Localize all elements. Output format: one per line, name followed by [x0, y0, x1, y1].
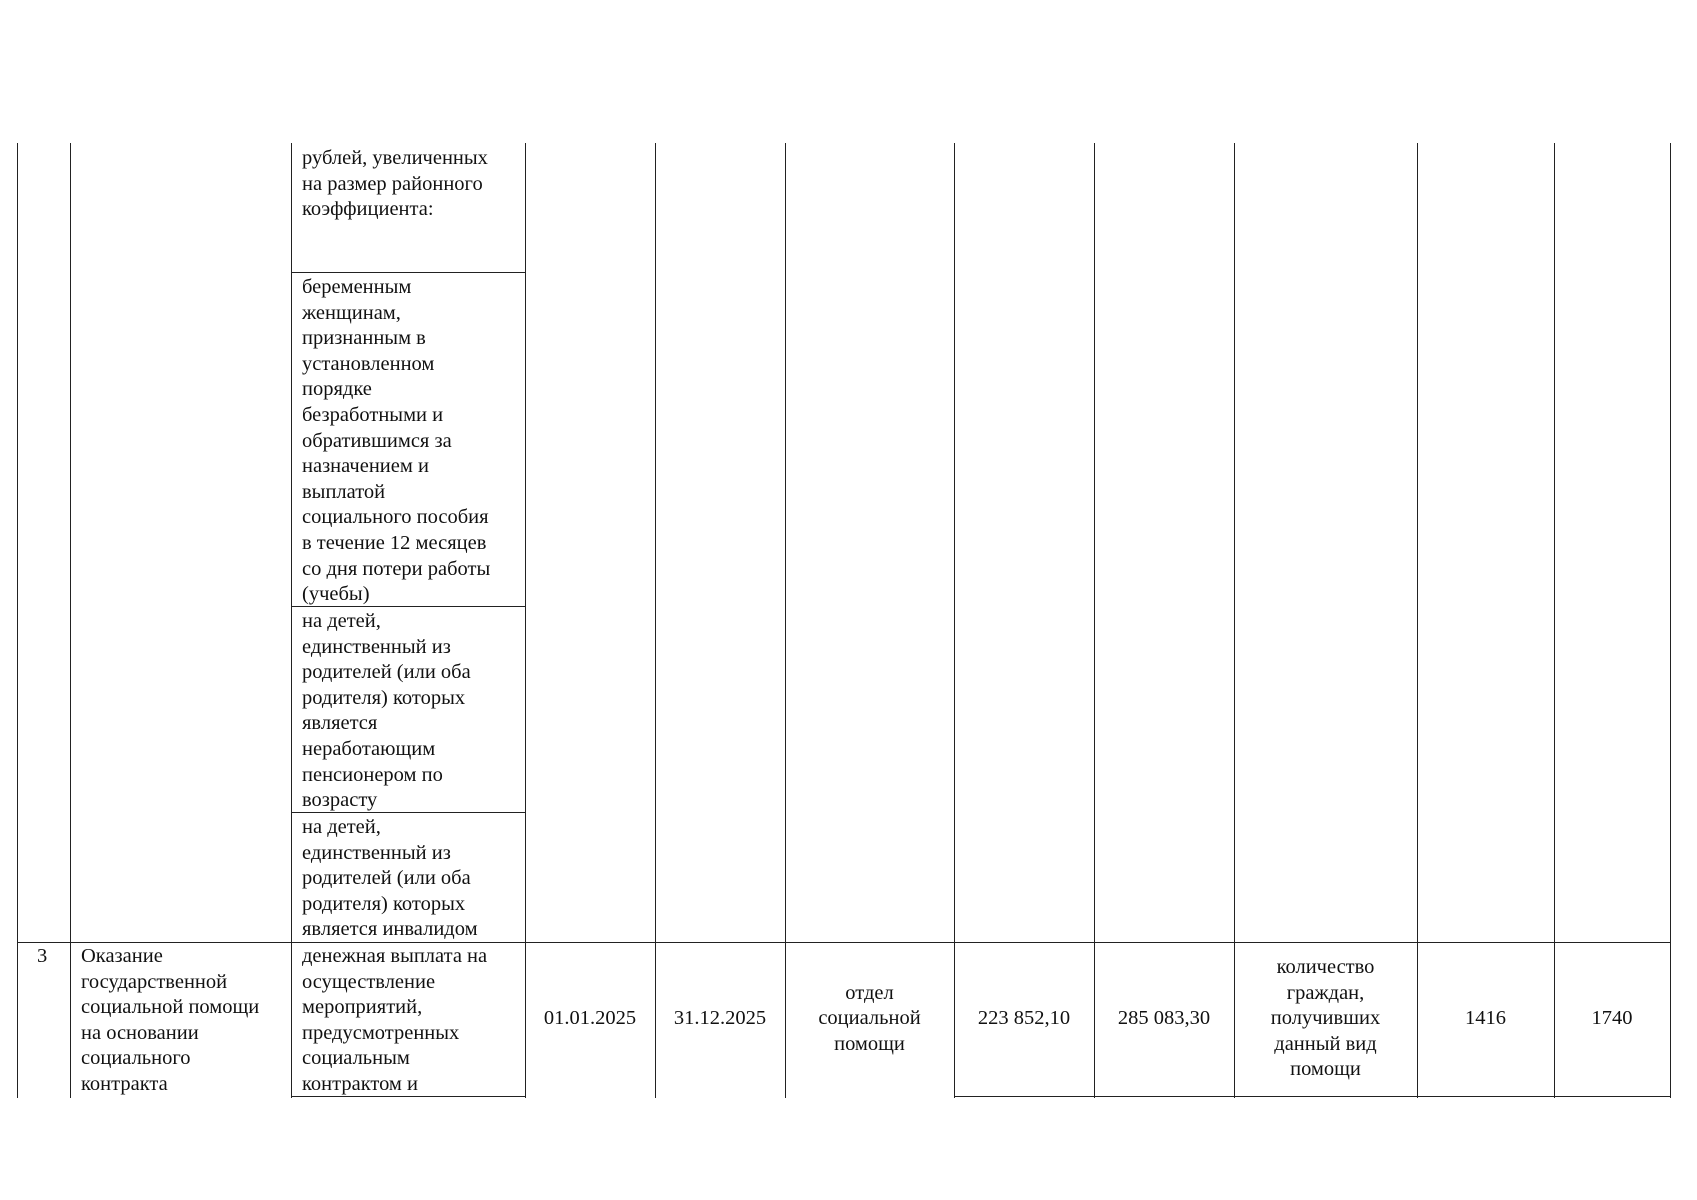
end-date: 31.12.2025 [673, 1007, 767, 1030]
measure-cell-continuation: рублей, увеличенных на размер районного коэффициента: [302, 147, 488, 221]
measure-cell-children-pensioner: на детей, единственный из родителей (или оба родителя) которых является неработающим пенсионером по возрасту [302, 610, 471, 812]
column-border [17, 143, 18, 1098]
column-border [1670, 143, 1671, 1098]
funding-amount-1: 223 852,10 [977, 1007, 1071, 1030]
start-date: 01.01.2025 [543, 1007, 637, 1030]
measure-description: денежная выплата на осуществление мероприятий, предусмотренных социальным контрактом и [302, 945, 488, 1095]
column-border [291, 143, 292, 1098]
row-border [291, 272, 525, 273]
row-border [954, 1096, 1670, 1097]
measure-cell-pregnant-women: беременным женщинам, признанным в установленном порядке безработными и обратившимся за назначением и выплатой социального пособия в течение 12 месяцев со дня потери работы (учебы) [302, 276, 491, 606]
indicator-value-2: 1740 [1591, 1007, 1633, 1030]
column-border [70, 143, 71, 1098]
funding-amount-2: 285 083,30 [1117, 1007, 1211, 1030]
responsible-department: отдел социальной помощи [818, 981, 921, 1055]
indicator-name: количество граждан, получивших данный вид помощи [1270, 956, 1381, 1081]
indicator-value-1: 1416 [1465, 1007, 1506, 1030]
row-number: 3 [37, 945, 48, 967]
measure-cell-children-disabled: на детей, единственный из родителей (или оба родителя) которых является инвалидом [302, 816, 478, 941]
program-name: Оказание государственной социальной помощи на основании социального контракта [81, 945, 260, 1095]
